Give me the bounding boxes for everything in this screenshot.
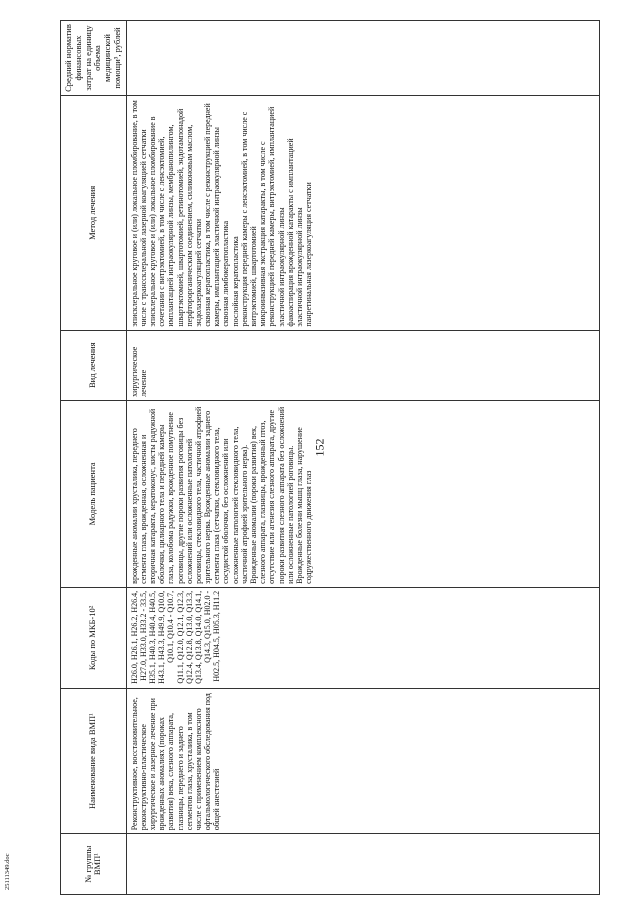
table-row [126,21,599,895]
document-footer: 25111349.doc [4,853,11,890]
treatment-method-item: сквозная кератопластика, в том числе с реконструкцией передней камеры, имплантацией эластичной интраокулярной линзы [203,103,222,327]
header-patient-model: Модель пациента [61,400,127,587]
vmp-table [60,20,600,895]
header-treatment-type: Вид лечения [61,330,127,400]
header-row [61,21,127,895]
cell-vmp-name: Реконструктивное, восстановительное, реконструктивно-пластическое хирургическое и лазерное лечение при врожденных аномалиях (пороках развития) века, слезного аппарата, глазницы, переднего и заднего сегментов глаза, хрусталика, в том числе с применением комплексного офтальмологического обследования под общей анестезией [126,689,599,834]
header-average-cost: Средний норматив финансовых затрат на единицу объема медицинской помощи³, рублей [61,21,127,96]
treatment-method-item: сквозная лимбокератопластика [221,220,231,327]
page-number: 152 [312,438,327,457]
cell-patient-model: врожденные аномалии хрусталика, переднего сегмента глаза, врожденная, осложненная и вторичная катаракта, кератоконус, кисты радужной оболочки, цилиарного тела и передней камеры глаза, колобома радужки, врожденное помутнение роговицы, другие пороки развития роговицы без осложнений или осложненные патологией роговицы, стекловидного тела, частичной атрофией зрительного нерва. Врожденные аномалии заднего сегмента глаза (сетчатки, стекловидного тела, сосудистой оболочки, без осложнений или осложненные патологией стекловидного тела, частичной атрофией зрительного нерва). Врожденные аномалии (пороки развития) век, слезного аппарата, глазницы, врожденный птоз, отсутствие или агенезия слезного аппарата, другие пороки развития слезного аппарата без осложнений или осложненные патологией роговицы. Врожденные болезни мышц глаза, нарушение содружественного движения глаз [126,400,599,587]
treatment-method-item: эписклеральное круговое и (или) локальное пломбирование, в том числе с транссклеральной лазерной коагуляцией сетчатки [129,100,148,327]
rotated-page [60,20,600,895]
header-treatment-method: Метод лечения [61,96,127,331]
cell-group-number [126,834,599,895]
cell-treatment-type: хирургическое лечение [126,330,599,400]
cell-treatment-methods [126,96,599,331]
treatment-method-item: реконструкция передней камеры с ленсэктомией, в том числе с витрэктомией, швартотомией [239,111,259,327]
treatment-method-item: эписклеральное круговое и (или) локальное пломбирование в сочетании с витрэктомией, в том числе с ленсэктомией, имплантацией интраокулярной линзы, мембранопилингом, швартэктомией, швартотомией, ретинотомией, эндотампонадой перфторорганическим соединением, силиконовым маслом, эндолазеркоагуляцией сетчатки [147,108,203,327]
treatment-method-item: факоаспирация врожденной катаракты с имплантацией эластичной интраокулярной линзы [285,138,304,327]
header-icd-codes: Коды по МКБ-10² [61,587,127,688]
treatment-method-item: панретинальная лазеркоагуляция сетчатки [304,182,314,327]
header-group-number: № группы ВМП¹ [61,834,127,895]
cell-icd-codes: H26.0, H26.1, H26.2, H26.4, H27.0, H33.0, H33.2 - 33.5, H35.1, H40.3, H40.4, H40.5, H43.1, H43.3, H49.9, Q10.0, Q10.1, Q10.4 - Q10.7, Q11.1, Q12.0, Q12.1, Q12.3, Q12.4, Q12.8, Q13.0, Q13.3, Q13.4, Q13.8, Q14.0, Q14.1, Q14.3, Q15.0, H02.0 - H02.5, H04.5, H05.3, H11.2 [126,587,599,688]
cell-average-cost [126,21,599,96]
treatment-method-item: микроинвазивная экстракция катаракты, в том числе с реконструкцией передней камеры, витрэктомией, имплантацией эластичной интраокулярной линзы [258,106,286,327]
header-vmp-name: Наименование вида ВМП¹ [61,689,127,834]
treatment-method-item: послойная кератопластика [230,236,240,327]
